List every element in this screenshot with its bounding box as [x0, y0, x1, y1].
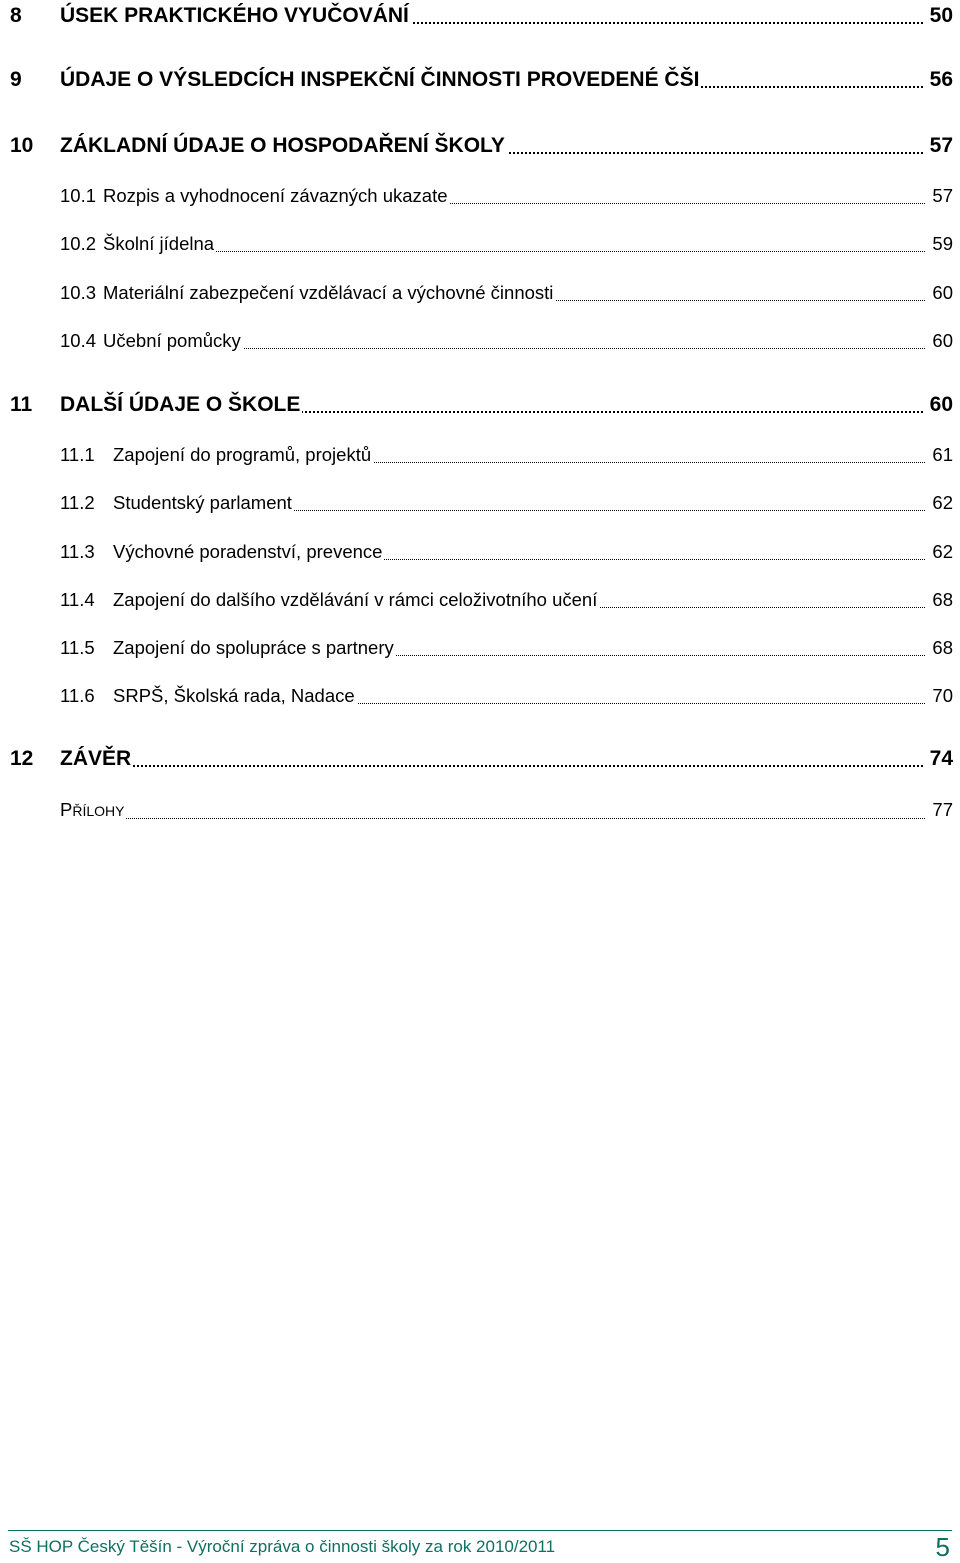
- toc-entry-page: 61: [932, 444, 953, 465]
- toc-entry-page: 56: [929, 68, 953, 91]
- toc-entry-10-2[interactable]: [0, 229, 960, 259]
- toc-entry-title: ZÁVĚR: [60, 747, 132, 770]
- toc-entry-page: 77: [932, 799, 953, 820]
- toc-entry-page: 57: [932, 185, 953, 206]
- footer-text: SŠ HOP Český Těšín - Výroční zpráva o činnosti školy za rok 2010/2011: [9, 1537, 556, 1556]
- toc-entry-page: 60: [932, 282, 953, 303]
- footer-page-number: 5: [935, 1532, 950, 1562]
- toc-entry-number: 11: [10, 393, 33, 416]
- toc-entry-title: ÚDAJE O VÝSLEDCÍCH INSPEKČNÍ ČINNOSTI PROVEDENÉ ČŠI: [60, 68, 700, 91]
- toc-entry-number: 11.2: [60, 492, 95, 513]
- toc-entry-number: 10.3: [60, 282, 97, 303]
- toc-entry-page: 57: [929, 134, 953, 157]
- toc-entry-page: 68: [932, 589, 953, 610]
- toc-entry-11-3[interactable]: [0, 537, 960, 567]
- toc-entry-11[interactable]: [0, 390, 960, 420]
- toc-entry-number: 11.5: [60, 637, 95, 658]
- toc-entry-title: Zapojení do programů, projektů: [113, 444, 372, 465]
- toc-entry-title: ZÁKLADNÍ ÚDAJE O HOSPODAŘENÍ ŠKOLY: [60, 134, 505, 157]
- toc-entry-number: 10: [10, 134, 34, 157]
- toc-entry-title: Učební pomůcky: [103, 330, 241, 351]
- toc-entry-number: 10.1: [60, 185, 97, 206]
- toc-entry-page: 62: [932, 492, 953, 513]
- toc-entry-page: 74: [929, 747, 953, 770]
- toc-entry-title: DALŠÍ ÚDAJE O ŠKOLE: [60, 393, 301, 416]
- toc-entry-number: 9: [10, 68, 22, 91]
- toc-entry-page: 59: [932, 233, 953, 254]
- toc-entry-number: 12: [10, 747, 34, 770]
- appendix-title-rest: ŘÍLOHY: [72, 803, 125, 819]
- toc-entry-title: ÚSEK PRAKTICKÉHO VYUČOVÁNÍ: [60, 4, 409, 27]
- toc-entry-number: 11.6: [60, 685, 95, 706]
- appendix-title-initial: P: [60, 799, 73, 820]
- toc-entry-9[interactable]: [0, 65, 960, 95]
- toc-entry-title: Školní jídelna: [103, 233, 215, 254]
- toc-entry-title: [60, 799, 126, 820]
- toc-entry-10-1[interactable]: [0, 181, 960, 211]
- toc-entry-11-2[interactable]: [0, 488, 960, 518]
- toc-entry-10[interactable]: [0, 131, 960, 161]
- toc-entry-page: 70: [932, 685, 953, 706]
- toc-entry-appendix[interactable]: [0, 795, 960, 825]
- toc-entry-12[interactable]: [0, 744, 960, 774]
- toc-entry-11-6[interactable]: [0, 681, 960, 711]
- toc-entry-11-5[interactable]: [0, 633, 960, 663]
- toc-entry-10-3[interactable]: [0, 278, 960, 308]
- page-footer: [8, 1530, 952, 1563]
- toc-entry-number: 10.2: [60, 233, 97, 254]
- toc-entry-title: Rozpis a vyhodnocení závazných ukazate: [103, 185, 448, 206]
- toc-entry-number: 10.4: [60, 330, 97, 351]
- toc-entry-title: SRPŠ, Školská rada, Nadace: [113, 685, 355, 706]
- toc-entry-8[interactable]: [0, 1, 960, 31]
- toc-entry-title: Studentský parlament: [113, 492, 292, 513]
- toc-entry-number: 11.1: [60, 444, 95, 465]
- toc-entry-number: 11.4: [60, 589, 95, 610]
- toc-entry-title: Zapojení do spolupráce s partnery: [113, 637, 394, 658]
- toc-entry-10-4[interactable]: [0, 326, 960, 356]
- toc-entry-number: 11.3: [60, 541, 95, 562]
- toc-entry-title: Výchovné poradenství, prevence: [113, 541, 383, 562]
- toc-entry-number: 8: [10, 4, 22, 27]
- toc-entry-page: 68: [932, 637, 953, 658]
- toc-entry-title: Zapojení do dalšího vzdělávání v rámci celoživotního učení: [113, 589, 598, 610]
- toc-entry-11-4[interactable]: [0, 585, 960, 615]
- toc-entry-page: 60: [929, 393, 953, 416]
- toc-entry-page: 50: [929, 4, 953, 27]
- toc-entry-page: 62: [932, 541, 953, 562]
- toc-entry-title: Materiální zabezpečení vzdělávací a výchovné činnosti: [103, 282, 554, 303]
- toc-entry-page: 60: [932, 330, 953, 351]
- toc-entry-11-1[interactable]: [0, 440, 960, 470]
